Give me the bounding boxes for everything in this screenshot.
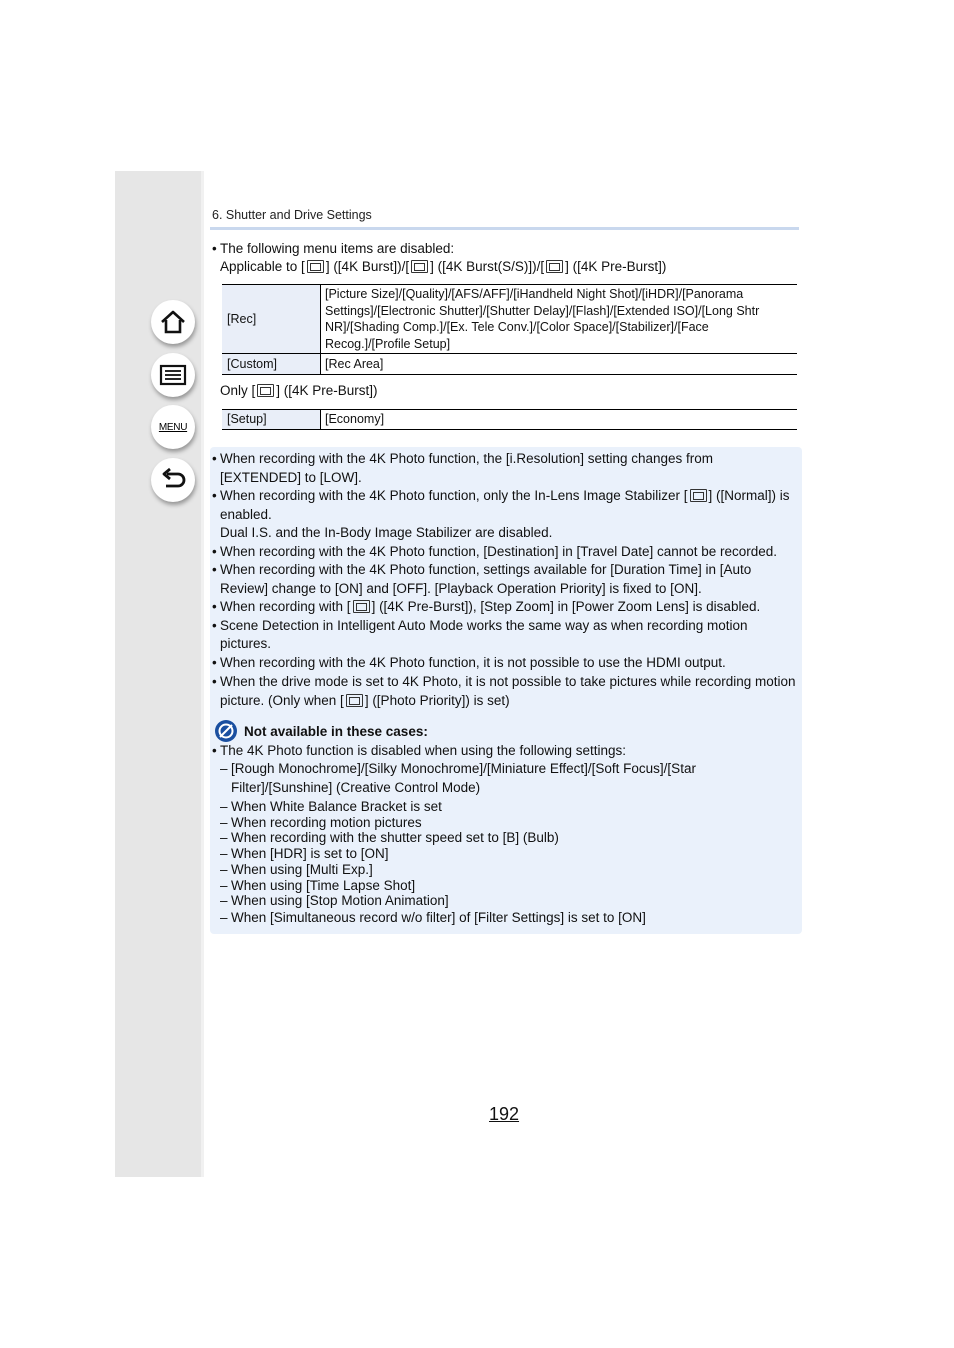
photo-priority-icon: [346, 694, 363, 707]
only-suffix: ] ([4K Pre-Burst]): [276, 383, 378, 398]
home-button[interactable]: [151, 300, 195, 344]
row-value: [Rec Area]: [321, 354, 798, 375]
list-item: – When using [Stop Motion Animation]: [212, 893, 796, 909]
disabled-items-table: [222, 284, 797, 375]
not-available-header: [214, 719, 428, 743]
not-available-list: [212, 741, 796, 927]
list-item: – When White Balance Bracket is set: [212, 799, 796, 815]
only-line: [220, 382, 378, 400]
home-icon: [158, 307, 188, 337]
row-label: [Custom]: [222, 354, 321, 375]
row-value: [Economy]: [321, 410, 798, 430]
list-item: – [Rough Monochrome]/[Silky Monochrome]/[Miniature Effect]/[Soft Focus]/[Star Filter]/[Sunshine] (Creative Control Mode): [212, 760, 796, 797]
4k-pre-burst-icon: [353, 600, 370, 613]
note-text: ] ([Photo Priority]) is set): [364, 693, 510, 708]
note: [212, 672, 796, 710]
note-text: ] ([4K Pre-Burst]), [Step Zoom] in [Power Zoom Lens] is disabled.: [371, 599, 761, 614]
pre-burst-table: [222, 409, 797, 430]
note-text: When recording with the 4K Photo function, only the In-Lens Image Stabilizer [: [220, 488, 688, 503]
note: • When recording with the 4K Photo function, settings available for [Duration Time] in [Auto Review] change to [ON] and [OFF]. [Playback Operation Priority] is fixed to [ON].: [212, 561, 796, 598]
note: • When recording with the 4K Photo function, the [i.Resolution] setting changes from [EXTENDED] to [LOW].: [212, 449, 796, 487]
applicable-text-1: ] ([4K Burst])/[: [325, 259, 410, 274]
table-row: [222, 354, 797, 375]
list-icon: [158, 360, 188, 390]
4k-pre-burst-icon: [257, 384, 274, 397]
contents-button[interactable]: [151, 353, 195, 397]
applicable-text-3: ] ([4K Pre-Burst]): [565, 259, 667, 274]
row-label: [Rec]: [222, 285, 321, 354]
note: • When recording with the 4K Photo function, it is not possible to use the HDMI output.: [212, 654, 796, 673]
only-prefix: Only [: [220, 383, 256, 398]
row-label: [Setup]: [222, 410, 321, 430]
back-arrow-icon: [158, 465, 188, 495]
intro: [212, 240, 798, 276]
section-header: 6. Shutter and Drive Settings: [212, 208, 372, 222]
note-continuation: Dual I.S. and the In-Body Image Stabilizer are disabled.: [220, 525, 553, 540]
list-item: – When [Simultaneous record w/o filter] of [Filter Settings] is set to [ON]: [212, 909, 796, 927]
4k-burst-ss-icon: [411, 260, 428, 273]
note: [212, 487, 796, 524]
list-item: – When using [Multi Exp.]: [212, 862, 796, 878]
notes: [212, 449, 796, 710]
list-item: – When recording motion pictures: [212, 815, 796, 831]
table-row: [222, 285, 797, 354]
note: • When recording with the 4K Photo function, [Destination] in [Travel Date] cannot be recorded.: [212, 543, 796, 562]
4k-pre-burst-icon: [546, 260, 563, 273]
page-number: 192: [489, 1104, 520, 1124]
note-text: ] ([Normal]) is enabled.: [220, 488, 790, 522]
intro-bullet: • The following menu items are disabled:: [212, 240, 798, 258]
list-item: – When recording with the shutter speed set to [B] (Bulb): [212, 830, 796, 846]
not-available-title: Not available in these cases:: [244, 723, 428, 739]
stabilizer-icon: [690, 489, 707, 502]
note: [212, 598, 796, 617]
back-button[interactable]: [151, 458, 195, 502]
note-text: When the drive mode is set to 4K Photo, it is not possible to take pictures while recording motion picture. (Only when [: [220, 674, 796, 708]
menu-label: MENU: [158, 421, 188, 433]
list-intro: • The 4K Photo function is disabled when using the following settings:: [212, 741, 796, 760]
list-item: – When using [Time Lapse Shot]: [212, 878, 796, 894]
note: • Scene Detection in Intelligent Auto Mode works the same way as when recording motion pictures.: [212, 617, 796, 654]
list-item: – When [HDR] is set to [ON]: [212, 846, 796, 862]
table-row: [222, 410, 797, 430]
applicable-text-2: ] ([4K Burst(S/S)])/[: [430, 259, 545, 274]
applicable-prefix: Applicable to [: [220, 259, 305, 274]
row-value: [Picture Size]/[Quality]/[AFS/AFF]/[iHandheld Night Shot]/[iHDR]/[Panorama Settings]/[Electronic Shutter]/[Shutter Delay]/[Flash]/[Extended ISO]/[Long Shtr NR]/[Shading Comp.]/[Ex. Tele Conv.]/[Color Space]/[Stabilizer]/[Face Recog.]/[Profile Setup]: [321, 285, 798, 354]
4k-burst-icon: [307, 260, 324, 273]
note-text: When recording with [: [220, 599, 351, 614]
menu-button[interactable]: [151, 405, 195, 449]
not-available-icon: [214, 719, 238, 743]
header-rule: [210, 227, 799, 230]
applicable-line: [212, 258, 798, 276]
sidebar-divider: [201, 171, 204, 1177]
